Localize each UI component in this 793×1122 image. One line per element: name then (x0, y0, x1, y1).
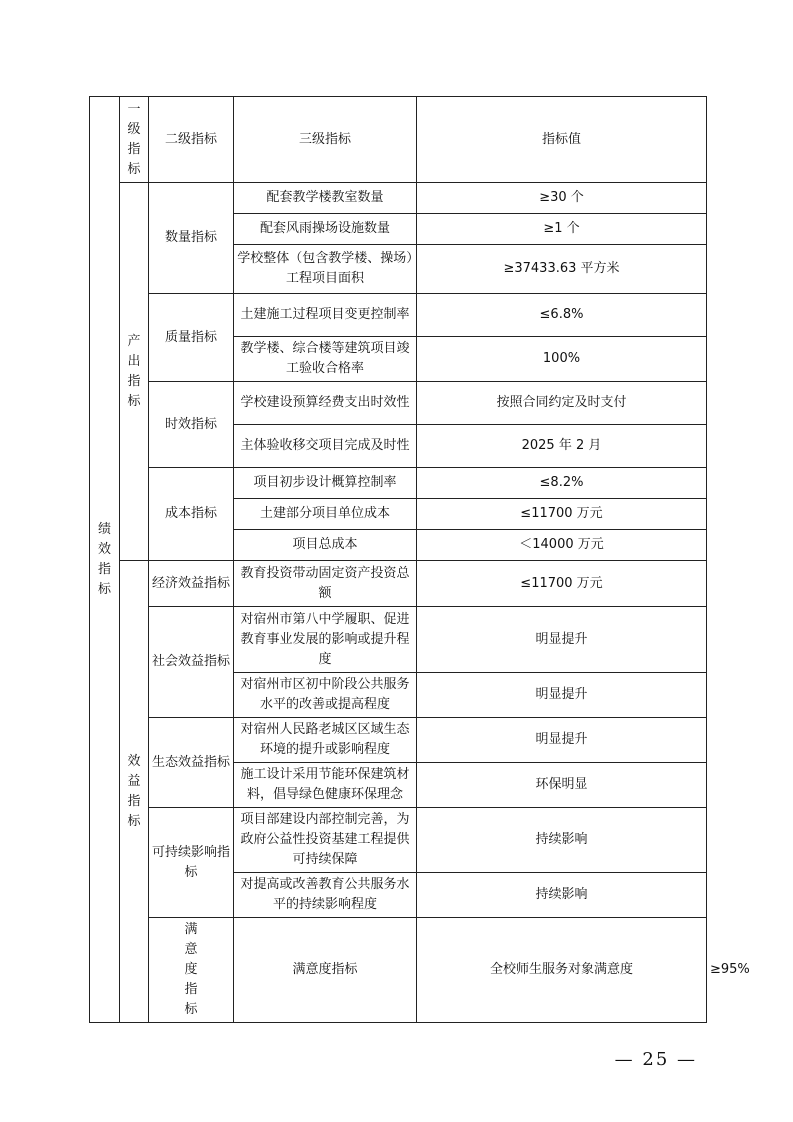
value-cell: 环保明显 (417, 763, 707, 808)
value-cell: 明显提升 (417, 718, 707, 763)
table-row (90, 607, 707, 673)
table-row (90, 718, 707, 763)
level2-satisfaction: 满意度指标 (234, 918, 417, 1023)
table-row (90, 382, 707, 425)
value-cell: 持续影响 (417, 873, 707, 918)
value-cell: 明显提升 (417, 607, 707, 673)
value-cell: ≤11700 万元 (417, 499, 707, 530)
value-cell: ＜14000 万元 (417, 530, 707, 561)
table-row (90, 468, 707, 499)
level2-economic: 经济效益指标 (149, 561, 234, 607)
indicator-cell: 配套风雨操场设施数量 (234, 214, 417, 245)
indicator-cell: 土建部分项目单位成本 (234, 499, 417, 530)
level1-output: 产出指标 (120, 183, 149, 561)
indicator-cell: 土建施工过程项目变更控制率 (234, 294, 417, 337)
value-cell: 明显提升 (417, 673, 707, 718)
table-row (90, 808, 707, 873)
header-level3: 三级指标 (234, 97, 417, 183)
value-cell: ≥30 个 (417, 183, 707, 214)
level2-cost: 成本指标 (149, 468, 234, 561)
page-number: — 25 — (614, 1049, 697, 1070)
indicator-cell: 学校整体（包含教学楼、操场）工程项目面积 (234, 245, 417, 294)
indicator-cell: 对宿州人民路老城区区域生态环境的提升或影响程度 (234, 718, 417, 763)
indicator-cell: 全校师生服务对象满意度 (417, 918, 707, 1023)
indicator-cell: 项目初步设计概算控制率 (234, 468, 417, 499)
value-cell: ≤11700 万元 (417, 561, 707, 607)
value-cell: 2025 年 2 月 (417, 425, 707, 468)
table-row: 满意度指标 满意度指标 全校师生服务对象满意度 ≥95% (90, 918, 707, 1023)
level2-ecological: 生态效益指标 (149, 718, 234, 808)
table-row (90, 183, 707, 214)
performance-indicator-table (89, 96, 750, 1023)
level2-sustainable: 可持续影响指标 (149, 808, 234, 918)
header-level2: 二级指标 (149, 97, 234, 183)
value-cell: ≥1 个 (417, 214, 707, 245)
indicator-cell: 教学楼、综合楼等建筑项目竣工验收合格率 (234, 337, 417, 382)
indicator-cell: 教育投资带动固定资产投资总额 (234, 561, 417, 607)
header-level1: 一级指标 (120, 97, 149, 183)
level2-quality: 质量指标 (149, 294, 234, 382)
indicator-cell: 对宿州市第八中学履职、促进教育事业发展的影响或提升程度 (234, 607, 417, 673)
value-cell: ≥37433.63 平方米 (417, 245, 707, 294)
value-cell: 100% (417, 337, 707, 382)
section-label: 绩效指标 (97, 521, 111, 597)
level1-benefit: 效益指标 (120, 561, 149, 1023)
indicator-cell: 主体验收移交项目完成及时性 (234, 425, 417, 468)
level2-quantity: 数量指标 (149, 183, 234, 294)
level2-social: 社会效益指标 (149, 607, 234, 718)
indicator-cell: 施工设计采用节能环保建筑材料，倡导绿色健康环保理念 (234, 763, 417, 808)
table-header-row (90, 97, 707, 183)
table-row (90, 561, 707, 607)
value-cell: 按照合同约定及时支付 (417, 382, 707, 425)
level2-timeliness: 时效指标 (149, 382, 234, 468)
table-row (90, 294, 707, 337)
indicator-cell: 项目总成本 (234, 530, 417, 561)
value-cell: 持续影响 (417, 808, 707, 873)
header-value: 指标值 (417, 97, 707, 183)
value-cell: ≤8.2% (417, 468, 707, 499)
section-label-cell (90, 97, 120, 1023)
indicator-cell: 学校建设预算经费支出时效性 (234, 382, 417, 425)
value-cell: ≤6.8% (417, 294, 707, 337)
level1-satisfaction: 满意度指标 (149, 918, 234, 1023)
indicator-cell: 项目部建设内部控制完善，为政府公益性投资基建工程提供可持续保障 (234, 808, 417, 873)
indicator-cell: 配套教学楼教室数量 (234, 183, 417, 214)
indicator-cell: 对提高或改善教育公共服务水平的持续影响程度 (234, 873, 417, 918)
indicator-cell: 对宿州市区初中阶段公共服务水平的改善或提高程度 (234, 673, 417, 718)
